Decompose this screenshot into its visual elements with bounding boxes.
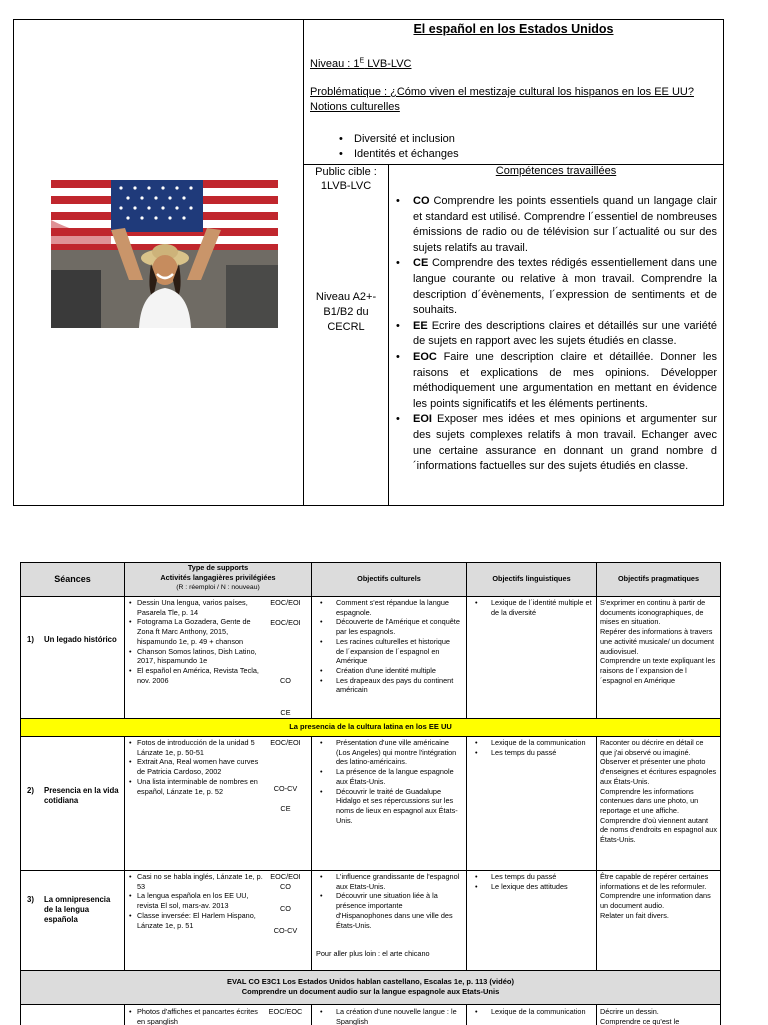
row-culturels-1: [312, 597, 467, 719]
activity-code: CO: [280, 676, 291, 685]
supports-list: [131, 872, 263, 930]
culturels-list: [318, 1007, 460, 1025]
linguistique-item: • Le lexique des attitudes: [473, 882, 592, 892]
public-cible-label: Public cible : 1LVB-LVC: [315, 166, 377, 192]
activity-code: EOC/EOC: [268, 1007, 303, 1016]
competence-item: • CO Comprendre les points essentiels quand un langage clair et standard est utilisé. Comprendre l´essentiel de nombreuses émissions de radio ou de télévision sur l´actualité ou sur des sujets relatifs au travail.: [413, 194, 717, 256]
culturel-item: • Découverte de l'Amérique et conquête par les espagnols.: [318, 617, 460, 636]
culturel-item: • Les drapeaux des pays du continent américain: [318, 676, 460, 695]
culturel-item: • La présence de la langue espagnole aux États-Unis.: [318, 767, 460, 786]
culturels-list: [318, 738, 460, 825]
supports-list: [131, 598, 263, 685]
row-seance-1: 1) Un legado histórico: [21, 597, 125, 719]
niveau-line: Niveau : $1^E$ LVB-LVC: [310, 57, 412, 70]
culturels-list: [318, 872, 460, 930]
competence-item: • EE Ecrire des descriptions claires et détaillés sur une variété de sujets en rapport avec les sujets étudiés en classe.: [413, 319, 717, 350]
linguistiques-list: [473, 598, 592, 617]
pragmatiques-text: Décrire un dessin. Comprendre ce qu'est le: [600, 1007, 680, 1025]
public-cible-cell: [304, 164, 389, 505]
evaluation-band: [21, 971, 720, 1005]
row-supports-4: [125, 1005, 312, 1025]
row-pragmatiques-3: [597, 871, 720, 971]
linguistique-item: • Lexique de la communication: [473, 738, 592, 748]
activity-code: CO-CV: [273, 784, 298, 793]
linguistique-item: • Les temps du passé: [473, 748, 592, 758]
pragmatiques-text: Raconter ou décrire en détail ce que j'ai observé ou imaginé. Observer et présenter une photo d'enseignes et écritures espagnoles aux États-Unis. Comprendre les informations contenues dans une photo, un reportage et une affiche. Comprendre d'où viennent autant de noms d'endroits en espagnol aux États-Unis.: [600, 738, 718, 845]
pragmatiques-text: S'exprimer en continu à partir de documents iconographiques, de mises en situation. Repérer des informations à travers une activité musicale/ un document audiovisuel. Comprendre un texte expliquant les raisons de l´expansion de l´espagnol en Amérique: [600, 598, 716, 685]
culturel-item: • Découvrir une situation liée à la présence importante d'Hispanophones dans une ville des États-Unis.: [318, 891, 460, 930]
culturel-item: • L'influence grandissante de l'espagnol aux Etats-Unis.: [318, 872, 460, 891]
header-culturels: Objectifs culturels: [312, 563, 467, 597]
support-item: • Extrait Ana, Real women have curves de Patricia Cardoso, 2002: [131, 757, 263, 776]
row-supports-3: [125, 871, 312, 971]
activities-column: [263, 738, 308, 868]
row-pragmatiques-1: [597, 597, 720, 719]
lesson-overview-table: [13, 19, 724, 506]
title-cell: [304, 20, 723, 165]
competence-item: • CE Comprendre des textes rédigés essentiellement dans une langue courante ou relative à mon travail. Comprendre la description d´évènements, l´expression de sentiments et de souhaits.: [413, 256, 717, 318]
culturel-item: • Création d'une identité multiple: [318, 666, 460, 676]
photo-woman-with-american-flag: [51, 180, 278, 328]
row-seance-4: [21, 1005, 125, 1025]
problematique-line: Problématique : ¿Cómo viven el mestizaje cultural los hispanos en los EE UU?: [310, 86, 694, 98]
image-cell: [14, 20, 304, 505]
activity-code: CO-CV: [273, 926, 298, 935]
support-item: • Dessin Una lengua, varios países, Pasarela Tle, p. 14: [131, 598, 263, 617]
header-supports: Type de supports Activités langagières privilégiées (R : réemploi / N : nouveau): [125, 563, 312, 597]
evaluation-title: EVAL CO E3C1 Los Estados Unidos hablan castellano, Escalas 1e, p. 113 (vidéo): [227, 977, 514, 986]
support-item: • Photos d'affiches et pancartes écrites en spanglish: [131, 1007, 263, 1025]
activities-column: [263, 598, 308, 718]
activity-code: CO: [280, 904, 291, 913]
notions-title: Notions culturelles: [310, 101, 400, 113]
competences-cell: [389, 164, 723, 505]
activity-code: CE: [280, 804, 291, 813]
support-item: • Una lista interminable de nombres en español, Lánzate 1e, p. 52: [131, 777, 263, 796]
activity-code: EOC/EOI: [270, 872, 301, 881]
notion-item: • Identités et échanges: [354, 148, 459, 160]
row-culturels-2: [312, 737, 467, 871]
linguistiques-list: [473, 872, 592, 891]
evaluation-subtitle: Comprendre un document audio sur la langue espagnole aux Etats-Unis: [241, 986, 500, 996]
row-supports-2: [125, 737, 312, 871]
supports-list: [131, 738, 263, 796]
niveau-cecrl: Niveau A2+- B1/B2 du CECRL: [315, 291, 377, 333]
linguistique-item: • Les temps du passé: [473, 872, 592, 882]
row-seance-3: 3) La omnipresencia de la lengua española: [21, 871, 125, 971]
support-item: • Classe inversée: El Harlem Hispano, Lánzate 1e, p. 51: [131, 911, 263, 930]
linguistiques-list: [473, 738, 592, 757]
activities-column: [263, 1007, 308, 1025]
row-linguistiques-4: [467, 1005, 597, 1025]
culturel-item: • Comment s'est répandue la langue espagnole.: [318, 598, 460, 617]
culturels-list: [318, 598, 460, 695]
culturel-item: • Présentation d'une ville américaine (Los Angeles) qui montre l'intégration des latino-américains.: [318, 738, 460, 767]
support-item: • El español en América, Revista Tecla, nov. 2006: [131, 666, 263, 685]
row-culturels-3: [312, 871, 467, 971]
activity-code: EOC/EOI: [270, 738, 301, 747]
section-band-yellow: La presencia de la cultura latina en los EE UU: [21, 719, 720, 737]
row-culturels-4: [312, 1005, 467, 1025]
header-linguistiques: Objectifs linguistiques: [467, 563, 597, 597]
sequence-table: [20, 562, 721, 1025]
activity-code: CO: [280, 882, 291, 891]
notion-item: • Diversité et inclusion: [354, 133, 455, 145]
culturel-item: • La création d'une nouvelle langue : le Spanglish: [318, 1007, 460, 1025]
competences-title: Compétences travaillées: [495, 165, 617, 177]
row-supports-1: [125, 597, 312, 719]
row-pragmatiques-2: [597, 737, 720, 871]
header-seances: Séances: [21, 563, 125, 597]
linguistique-item: • Lexique de l´identité multiple et de la diversité: [473, 598, 592, 617]
activity-code: CE: [280, 708, 291, 717]
competences-list: [413, 194, 717, 475]
support-item: • Chanson Somos latinos, Dish Latino, 2017, hispamundo 1e: [131, 647, 263, 666]
row-seance-2: 2) Presencia en la vida cotidiana: [21, 737, 125, 871]
support-item: • Casi no se habla inglés, Lánzate 1e, p. 53: [131, 872, 263, 891]
pragmatiques-text: Être capable de repérer certaines informations et de les reformuler. Comprendre une information dans un document audio. Relater un fait divers.: [600, 872, 711, 920]
linguistiques-list: [473, 1007, 592, 1017]
competence-item: • EOC Faire une description claire et détaillée. Donner les raisons et explications de mes opinions. Développer méthodiquement une argumentation en mettant en évidence les points significatifs et les éléments pertinents.: [413, 350, 717, 412]
support-item: • La lengua española en los EE UU, revista El sol, mars-av. 2013: [131, 891, 263, 910]
culturel-item: • Découvrir le traité de Guadalupe Hidalgo et ses répercussions sur les noms de lieux en espagnol aux États-Unis.: [318, 787, 460, 826]
row-linguistiques-1: [467, 597, 597, 719]
activities-column: [263, 872, 308, 968]
row-pragmatiques-4: [597, 1005, 720, 1025]
activity-code: EOC/EOI: [270, 618, 301, 627]
row-linguistiques-2: [467, 737, 597, 871]
competence-item: • EOI Exposer mes idées et mes opinions et argumenter sur des sujets complexes relatifs à mon travail. Echanger avec une certaine assurance en donnant un grand nombre d´informations factuelles sur des sujets étudiés en classe.: [413, 412, 717, 474]
support-item: • Fotos de introducción de la unidad 5 Lánzate 1e, p. 50-51: [131, 738, 263, 757]
supports-list: [131, 1007, 263, 1025]
support-item: • Fotograma La Gozadera, Gente de Zona ft Marc Anthony, 2015, hispamundo 1e, p. 49 + chanson: [131, 617, 263, 646]
header-pragmatiques: Objectifs pragmatiques: [597, 563, 720, 597]
linguistique-item: • Lexique de la communication: [473, 1007, 592, 1017]
document-title: El español en los Estados Unidos: [413, 22, 614, 36]
activity-code: EOC/EOI: [270, 598, 301, 607]
row-linguistiques-3: [467, 871, 597, 971]
culturels-extra: Pour aller plus loin : el arte chicano: [316, 949, 430, 958]
culturel-item: • Les racines culturelles et historique de l´expansion de l´espagnol en Amérique: [318, 637, 460, 666]
